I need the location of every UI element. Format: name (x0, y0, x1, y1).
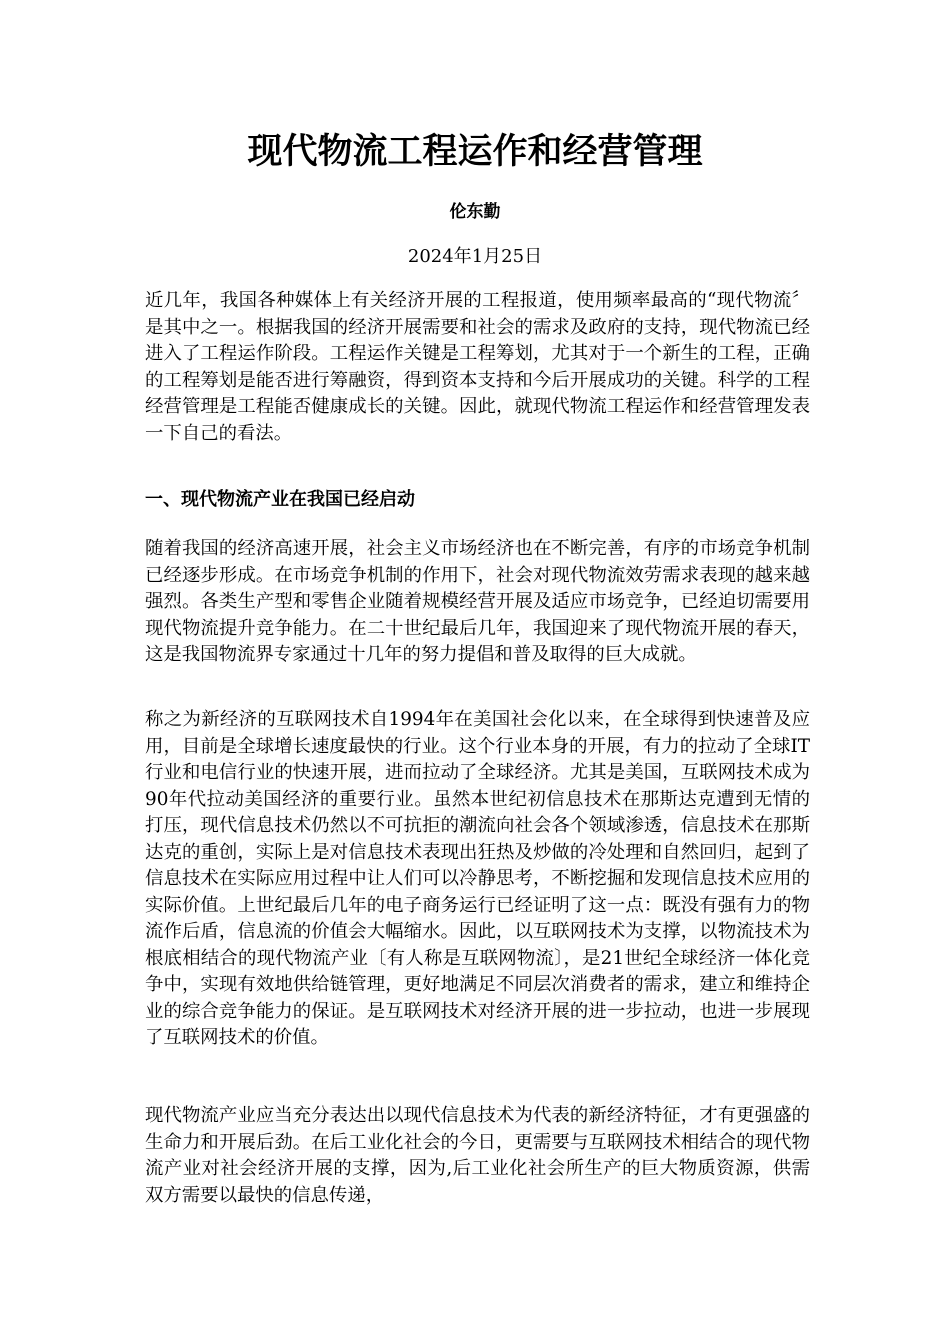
document-date: 2024年1月25日 (407, 246, 543, 267)
body-paragraph: 称之为新经济的互联网技术自1994年在美国社会化以来，在全球得到快速普及应用，目前是全球增长速度最快的行业。这个行业本身的开展，有力的拉动了全球IT行业和电信行业的快速开展，进而拉动了全球经济。尤其是美国，互联网技术成为90年代拉动美国经济的重要行业。虽然本世纪初信息技术在那斯达克遭到无情的打压，现代信息技术仍然以不可抗拒的潮流向社会各个领域渗透，信息技术在那斯达克的重创，实际上是对信息技术表现出狂热及炒做的冷处理和自然回归，起到了信息技术在实际应用过程中让人们可以冷静思考，不断挖掘和发现信息技术应用的实际价值。上世纪最后几年的电子商务运行已经证明了这一点：既没有强有力的物流作后盾，信息流的价值会大幅缩水。因此，以互联网技术为支撑，以物流技术为根底相结合的现代物流产业〔有人称是互联网物流〕，是21世纪全球经济一体化竞争中，实现有效地供给链管理，更好地满足不同层次消费者的需求，建立和维持企业的综合竞争能力的保证。是互联网技术对经济开展的进一步拉动，也进一步展现了互联网技术的价值。 (145, 709, 810, 1048)
body-paragraph: 现代物流产业应当充分表达出以现代信息技术为代表的新经济特征，才有更强盛的生命力和开展后劲。在后工业化社会的今日，更需要与互联网技术相结合的现代物流产业对社会经济开展的支撑，因为,后工业化社会所生产的巨大物质资源，供需双方需要以最快的信息传递， (145, 1105, 810, 1206)
section-heading: 一、现代物流产业在我国已经启动 (145, 489, 415, 510)
document-title: 现代物流工程运作和经营管理 (247, 131, 703, 172)
body-paragraph: 随着我国的经济高速开展，社会主义市场经济也在不断完善，有序的市场竞争机制已经逐步形成。在市场竞争机制的作用下，社会对现代物流效劳需求表现的越来越强烈。各类生产型和零售企业随着规模经营开展及适应市场竞争，已经迫切需要用现代物流提升竞争能力。在二十世纪最后几年，我国迎来了现代物流开展的春天，这是我国物流界专家通过十几年的努力提倡和普及取得的巨大成就。 (145, 538, 810, 665)
document-author: 伦东勤 (449, 202, 501, 222)
intro-paragraph: 近几年，我国各种媒体上有关经济开展的工程报道，使用频率最高的“现代物流〞是其中之一。根据我国的经济开展需要和社会的需求及政府的支持，现代物流已经进入了工程运作阶段。工程运作关键是工程筹划，尤其对于一个新生的工程，正确的工程筹划是能否进行筹融资，得到资本支持和今后开展成功的关键。科学的工程经营管理是工程能否健康成长的关键。因此，就现代物流工程运作和经营管理发表一下自己的看法。 (145, 290, 810, 444)
